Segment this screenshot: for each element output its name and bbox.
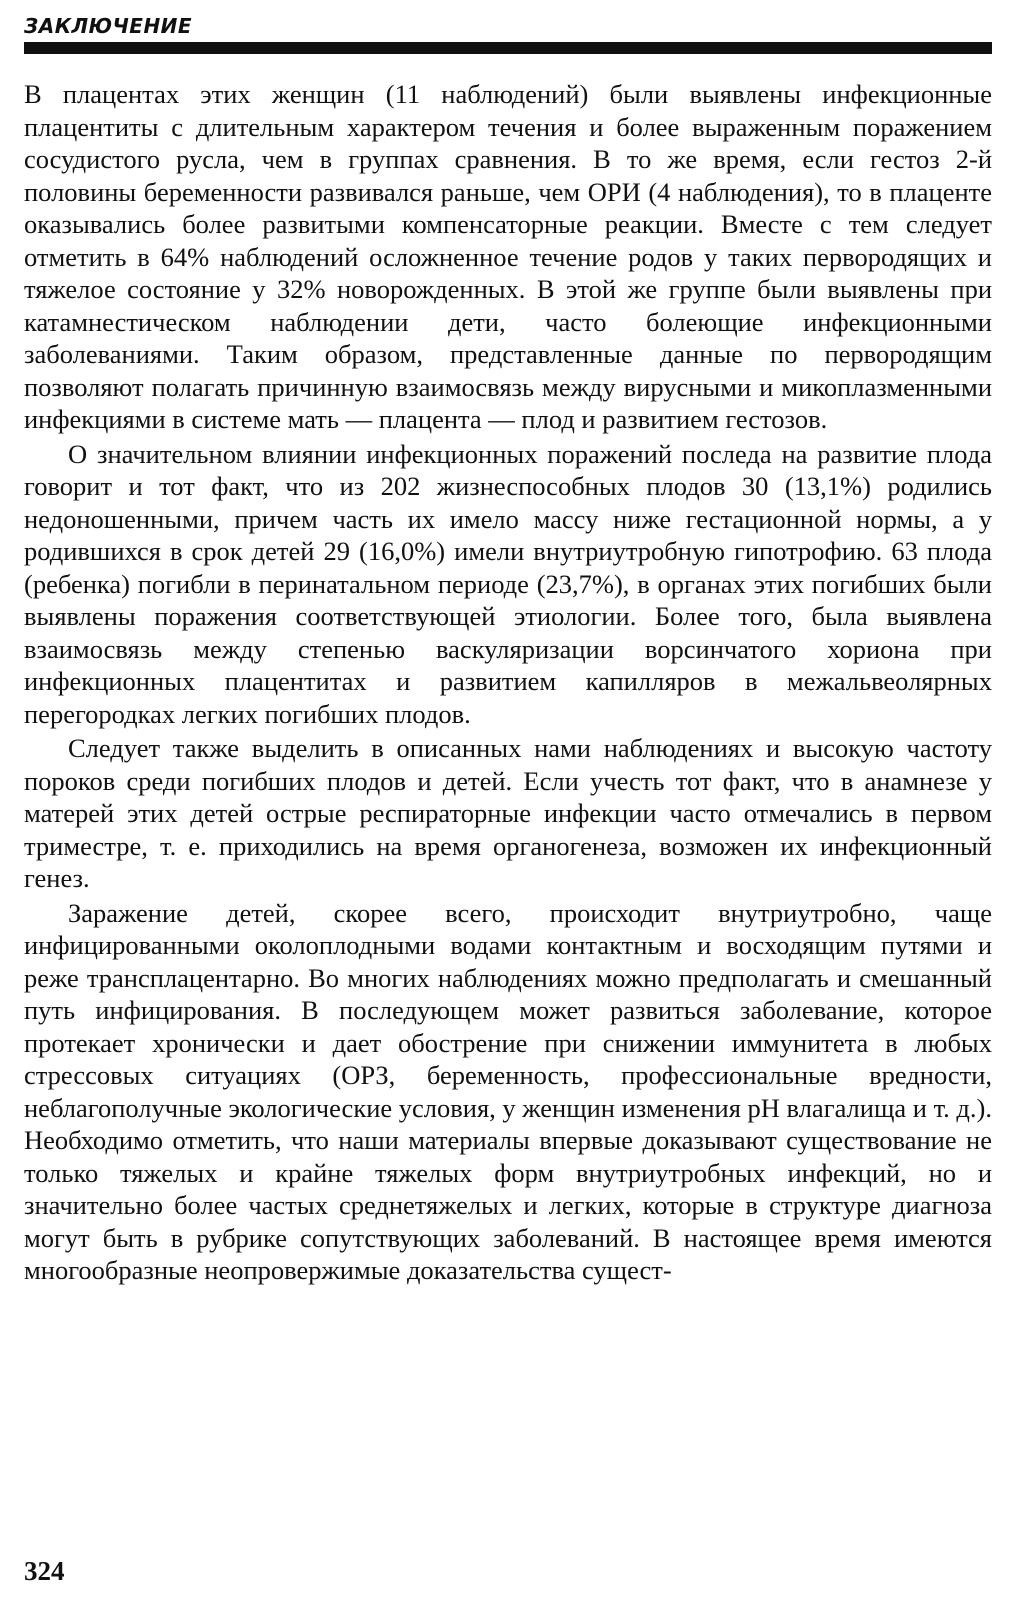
paragraph-2: О значительном влиянии инфекционных поражений последа на развитие плода говорит и тот факт, что из 202 жизнеспособных плодов 30 (13,1%) родились недоношенными, причем часть их имело массу ниже гестационной нормы, а у родившихся в срок детей 29 (16,0%) имели внутриутробную гипотрофию. 63 плода (ребенка) погибли в перинатальном периоде (23,7%), в органах этих погибших были выявлены поражения соответствующей этиологии. Более того, была выявлена взаимосвязь между степенью васкуляризации ворсинчатого хориона при инфекционных плацентитах и развитием капилляров в межальвеолярных перегородках легких погибших плодов. [24, 438, 992, 729]
running-title: ЗАКЛЮЧЕНИЕ [24, 14, 193, 38]
paragraph-3: Следует также выделить в описанных нами наблюдениях и высокую частоту пороков среди погибших плодов и детей. Если учесть тот факт, что в анамнезе у матерей этих детей острые респираторные инфекции часто отмечались в первом триместре, т. е. приходились на время органогенеза, возможен их инфекционный генез. [24, 733, 992, 893]
page-number: 324 [24, 1556, 65, 1586]
paragraph-4: Заражение детей, скорее всего, происходит внутриутробно, чаще инфицированными околоплодными водами контактным и восходящим путями и реже трансплацентарно. Во многих наблюдениях можно предполагать и смешанный путь инфицирования. В последующем может развиться заболевание, которое протекает хронически и дает обострение при снижении иммунитета в любых стрессовых ситуациях (ОРЗ, беременность, профессиональные вредности, неблагополучные экологические условия, у женщин изменения рН влагалища и т. д.). Необходимо отметить, что наши материалы впервые доказывают существование не только тяжелых и крайне тяжелых форм внутриутробных инфекций, но и значительно более частых среднетяжелых и легких, которые в структуре диагноза могут быть в рубрике сопутствующих заболеваний. В настоящее время имеются многообразные неопровержимые доказательства сущест- [24, 897, 992, 1285]
paragraph-1: В плацентах этих женщин (11 наблюдений) были выявлены инфекционные плацентиты с длительным характером течения и более выраженным поражением сосудистого русла, чем в группах сравнения. В то же время, если гестоз 2-й половины беременности развивался раньше, чем ОРИ (4 наблюдения), то в плаценте оказывались более развитыми компенсаторные реакции. Вместе с тем следует отметить в 64% наблюдений осложненное течение родов у таких первородящих и тяжелое состояние у 32% новорожденных. В этой же группе были выявлены при катамнестическом наблюдении дети, часто болеющие инфекционными заболеваниями. Таким образом, представленные данные по первородящим позволяют полагать причинную взаимосвязь между вирусными и микоплазменными инфекциями в системе мать — плацента — плод и развитием гестозов. [24, 79, 992, 434]
body-text [24, 78, 992, 1287]
header-rule [24, 42, 992, 54]
book-page [24, 14, 992, 1586]
